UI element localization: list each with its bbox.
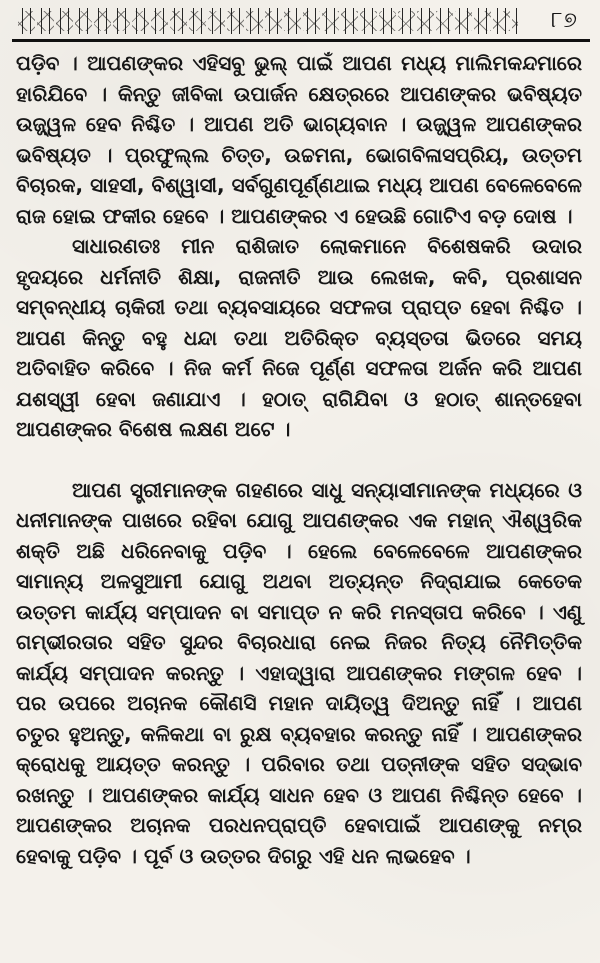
paragraph: ଆପଣ ସ୍ତ୍ରୀମାନଙ୍କ ଗହଣରେ ସାଧୁ ସନ୍ୟାସୀମାନଙ୍କ ମଧ୍ୟରେ ଓ ଧନୀମାନଙ୍କ ପାଖରେ ରହିବା ଯୋଗୁ ଆପଣଙ୍କର ଏକ ମହାନ୍ ଐଶ୍ୱରିକ ଶକ୍ତି ଅଛି ଧରିନେବାକୁ ପଡ଼ିବ । ହେଲେ ବେଳେବେଳେ ଆପଣଙ୍କର ସାମାନ୍ୟ ଅଳସୁଆମୀ ଯୋଗୁ ଅଥବା ଅତ୍ୟନ୍ତ ନିଦ୍ରାଯାଇ କେତେକ ଉତ୍ତମ କାର୍ଯ୍ୟ ସମ୍ପାଦନ ବା ସମାପ୍ତ ନ କରି ମନସ୍ତାପ କରିବେ । ଏଣୁ ଗମ୍ଭୀରତାର ସହିତ ସୁନ୍ଦର ବିଚାରଧାରା ନେଇ ନିଜର ନିତ୍ୟ ନୈମିତ୍ତିକ କାର୍ଯ୍ୟ ସମ୍ପାଦନ କରନ୍ତୁ । ଏହାଦ୍ୱାରା ଆପଣଙ୍କର ମଙ୍ଗଳ ହେବ । ପର ଉପରେ ଅଚାନକ କୌଣସି ମହାନ ଦାୟିତ୍ୱ ଦିଅନ୍ତୁ ନାହିଁ । ଆପଣ ଚତୁର ହୁଅନ୍ତୁ, କଳିକଥା ବା ରୁକ୍ଷ ବ୍ୟବହାର କରନ୍ତୁ ନାହିଁ । ଆପଣଙ୍କର କ୍ରୋଧକୁ ଆୟତ୍ତ କରନ୍ତୁ । ପରିବାର ତଥା ପତ୍ନୀଙ୍କ ସହିତ ସଦ୍ଭାବ ରଖନ୍ତୁ । ଆପଣଙ୍କର କାର୍ଯ୍ୟ ସାଧନ ହେବ ଓ ଆପଣ ନିଶ୍ଚିନ୍ତ ହେବେ । ଆପଣଙ୍କର ଅଚାନକ ପରଧନପ୍ରାପ୍ତି ହେବାପାଇଁ ଆପଣଙ୍କୁ ନମ୍ର ହେବାକୁ ପଡ଼ିବ । ପୂର୍ବ ଓ ଉତ୍ତର ଦିଗରୁ ଏହି ଧନ ଲାଭହେବ । xyxy=(16,477,582,868)
main-text xyxy=(16,48,582,871)
paragraph: ସାଧାରଣତଃ ମୀନ ରାଶିଜାତ ଲୋକମାନେ ବିଶେଷକରି ଉଦାର ହୃଦୟରେ ଧର୍ମନୀତି ଶିକ୍ଷା, ରାଜନୀତି ଆଉ ଲେଖକ, କବି, ପ୍ରଶାସନ ସମ୍ବନ୍ଧୀୟ ଚାକିରୀ ତଥା ବ୍ୟବସାୟରେ ସଫଳତା ପ୍ରାପ୍ତ ହେବା ନିଶ୍ଚିତ । ଆପଣ କିନ୍ତୁ ବହୁ ଧନ୍ଦା ତଥା ଅତିରିକ୍ତ ବ୍ୟସ୍ତତା ଭିତରେ ସମୟ ଅତିବାହିତ କରିବେ । ନିଜ କର୍ମ ନିଜେ ପୂର୍ଣ୍ଣ ସଫଳତା ଅର୍ଜନ କରି ଆପଣ ଯଶସ୍ୱୀ ହେବା ଜଣାଯାଏ । ହଠାତ୍ ରାଗିଯିବା ଓ ହଠାତ୍ ଶାନ୍ତହେବା ଆପଣଙ୍କର ବିଶେଷ ଲକ୍ଷଣ ଅଟେ । xyxy=(16,234,582,441)
header-divider xyxy=(12,39,590,42)
page-header xyxy=(18,6,590,40)
page-number: ୮୭ xyxy=(551,8,578,33)
decorative-border-icon xyxy=(18,8,518,34)
paragraph: ପଡ଼ିବ । ଆପଣଙ୍କର ଏହିସବୁ ଭୁଲ୍ ପାଇଁ ଆପଣ ମଧ୍ୟ ମାଲିମକନ୍ଦମାରେ ହାରିଯିବେ । କିନ୍ତୁ ଜୀବିକା ଉପାର୍ଜନ କ୍ଷେତ୍ରରେ ଆପଣଙ୍କର ଭବିଷ୍ୟତ ଉଜ୍ଜ୍ୱଳ ହେବ ନିଶ୍ଚିତ । ଆପଣ ଅତି ଭାଗ୍ୟବାନ । ଉଜ୍ଜ୍ୱଳ ଆପଣଙ୍କର ଭବିଷ୍ୟତ । ପ୍ରଫୁଲ୍ଲ ଚିତ୍ତ, ଉଚ୍ଚମନା, ଭୋଗବିଳାସପ୍ରିୟ, ଉତ୍ତମ ବିଚାରକ, ସାହସୀ, ବିଶ୍ୱାସୀ, ସର୍ବଗୁଣପୂର୍ଣ୍ଣଥାଇ ମଧ୍ୟ ଆପଣ ବେଳେବେଳେ ରାଜ ହୋଇ ଫକୀର ହେବେ । ଆପଣଙ୍କର ଏ ହେଉଛି ଗୋଟିଏ ବଡ଼ ଦୋଷ । xyxy=(16,51,582,228)
